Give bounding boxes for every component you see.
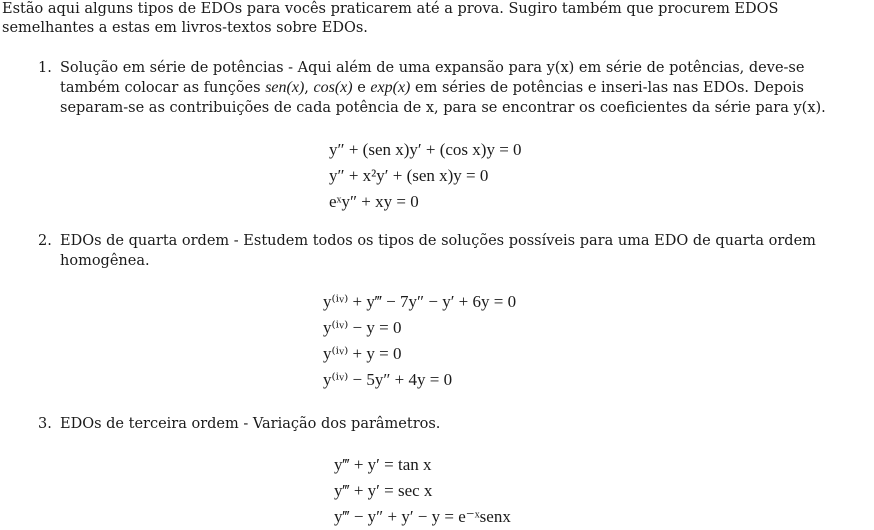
equation: y⁽ⁱᵛ⁾ − 5y″ + 4y = 0 xyxy=(323,370,453,389)
list-number: 2. xyxy=(38,233,52,249)
equation: y⁽ⁱᵛ⁾ + y‴ − 7y″ − y′ + 6y = 0 xyxy=(323,292,517,311)
equation-group-2 xyxy=(323,289,516,393)
list-number: 1. xyxy=(38,60,52,76)
equation: y‴ + y′ = tan x xyxy=(334,455,432,474)
text-segment: e xyxy=(352,80,371,96)
list-item-3 xyxy=(38,414,868,434)
text-segment: Solução em série de potências - Aqui além de uma expansão para y(x) em série de potências, deve-se também colocar as funções xyxy=(60,60,805,96)
equation: y⁽ⁱᵛ⁾ − y = 0 xyxy=(323,318,402,337)
list-item-text: EDOs de quarta ordem - Estudem todos os tipos de soluções possíveis para uma EDO de quarta ordem homogênea. xyxy=(60,233,816,269)
equation: y″ + x²y′ + (sen x)y = 0 xyxy=(329,166,489,185)
equation: y‴ − y″ + y′ − y = e⁻ˣsenx xyxy=(334,507,511,526)
inline-math-sen: sen(x) xyxy=(265,79,305,96)
inline-math-exp: exp(x) xyxy=(370,79,411,96)
equation: y″ + (sen x)y′ + (cos x)y = 0 xyxy=(329,140,522,159)
list-number: 3. xyxy=(38,416,52,432)
text-segment: , xyxy=(304,80,314,96)
equation-group-3 xyxy=(334,452,511,530)
list-item-2 xyxy=(38,231,868,271)
intro-paragraph: Estão aqui alguns tipos de EDOs para vocês praticarem até a prova. Sugiro também que procurem EDOS semelhantes a estas em livros-textos sobre EDOs. xyxy=(2,1,779,36)
equation: y‴ + y′ = sec x xyxy=(334,481,433,500)
list-item-1 xyxy=(38,58,868,118)
list-item-text xyxy=(60,58,868,118)
equation: y⁽ⁱᵛ⁾ + y = 0 xyxy=(323,344,402,363)
inline-math-cos: cos(x) xyxy=(313,79,353,96)
text-segment: em séries de potências e inseri-las nas EDOs. Depois separam-se as contribuições de cada potência de x, para se encontrar os coeficientes da série para y(x). xyxy=(60,80,826,116)
list-item-text: EDOs de terceira ordem - Variação dos parâmetros. xyxy=(60,416,441,432)
equation: eˣy″ + xy = 0 xyxy=(329,192,419,211)
equation-group-1 xyxy=(329,137,522,215)
